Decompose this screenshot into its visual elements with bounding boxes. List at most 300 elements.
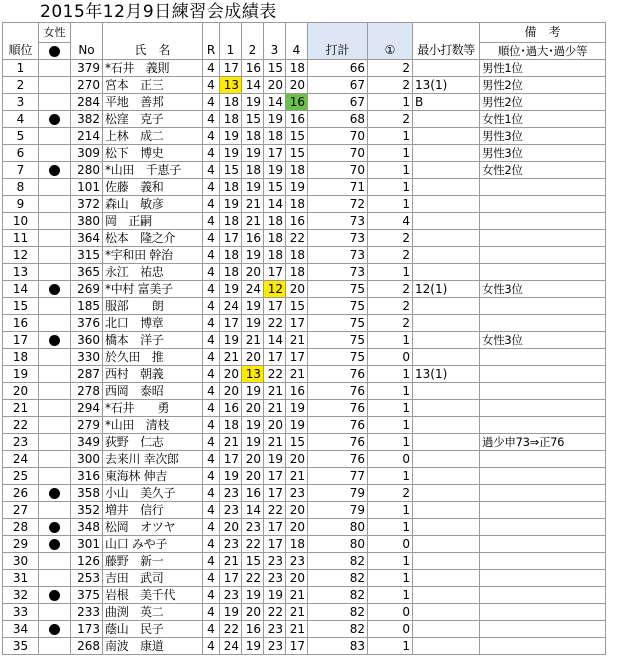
hole-2-cell: 16 xyxy=(242,485,264,502)
no-cell: 279 xyxy=(71,417,103,434)
rank-cell: 1 xyxy=(3,60,39,77)
score-table xyxy=(2,22,606,655)
rank-cell: 35 xyxy=(3,638,39,655)
total-cell: 67 xyxy=(308,94,368,111)
rank-cell: 11 xyxy=(3,230,39,247)
rank-cell: 34 xyxy=(3,621,39,638)
min-strokes-cell xyxy=(413,434,480,451)
hole-1-cell: 19 xyxy=(220,128,242,145)
total-cell: 75 xyxy=(308,332,368,349)
female-dot-icon xyxy=(49,522,60,533)
total-cell: 76 xyxy=(308,383,368,400)
total-cell: 73 xyxy=(308,230,368,247)
hole-4-cell: 17 xyxy=(286,638,308,655)
min-strokes-cell xyxy=(413,604,480,621)
no-cell: 316 xyxy=(71,468,103,485)
no-cell: 268 xyxy=(71,638,103,655)
female-cell xyxy=(39,315,71,332)
hole-1-cell: 19 xyxy=(220,145,242,162)
table-row xyxy=(3,604,606,621)
remark-cell xyxy=(480,553,606,570)
hole-4-cell: 22 xyxy=(286,230,308,247)
hole-3-cell: 20 xyxy=(264,77,286,94)
table-row xyxy=(3,536,606,553)
table-row xyxy=(3,332,606,349)
remark-cell: 女性1位 xyxy=(480,111,606,128)
hole-1-cell: 21 xyxy=(220,349,242,366)
no-cell: 330 xyxy=(71,349,103,366)
hole-3-cell: 14 xyxy=(264,332,286,349)
one-cell: 1 xyxy=(368,519,413,536)
round-cell: 4 xyxy=(203,162,220,179)
min-strokes-cell xyxy=(413,519,480,536)
table-row xyxy=(3,281,606,298)
rank-cell: 21 xyxy=(3,400,39,417)
female-cell xyxy=(39,213,71,230)
rank-cell: 25 xyxy=(3,468,39,485)
hole-2-cell: 20 xyxy=(242,264,264,281)
hole-4-cell: 21 xyxy=(286,604,308,621)
hole-2-cell: 21 xyxy=(242,332,264,349)
table-row xyxy=(3,213,606,230)
no-cell: 358 xyxy=(71,485,103,502)
one-cell: 1 xyxy=(368,434,413,451)
round-cell: 4 xyxy=(203,128,220,145)
hole-4-cell: 18 xyxy=(286,60,308,77)
total-cell: 80 xyxy=(308,536,368,553)
rank-cell: 12 xyxy=(3,247,39,264)
round-cell: 4 xyxy=(203,621,220,638)
name-cell: 宮本 正三 xyxy=(103,77,203,94)
hole-2-cell: 18 xyxy=(242,162,264,179)
hole-3-cell: 17 xyxy=(264,349,286,366)
total-cell: 73 xyxy=(308,213,368,230)
total-cell: 76 xyxy=(308,434,368,451)
female-cell xyxy=(39,298,71,315)
female-dot-icon xyxy=(49,46,60,57)
female-cell xyxy=(39,349,71,366)
round-cell: 4 xyxy=(203,179,220,196)
hole-3-cell: 22 xyxy=(264,502,286,519)
remark-cell xyxy=(480,196,606,213)
header-total: 打計 xyxy=(308,23,368,60)
header-hole-2: 2 xyxy=(242,23,264,60)
hole-4-cell: 18 xyxy=(286,264,308,281)
remark-cell xyxy=(480,179,606,196)
rank-cell: 15 xyxy=(3,298,39,315)
round-cell: 4 xyxy=(203,400,220,417)
hole-1-cell: 19 xyxy=(220,468,242,485)
table-row xyxy=(3,451,606,468)
min-strokes-cell xyxy=(413,332,480,349)
hole-1-cell: 18 xyxy=(220,247,242,264)
hole-2-cell: 19 xyxy=(242,638,264,655)
rank-cell: 30 xyxy=(3,553,39,570)
hole-1-cell: 18 xyxy=(220,179,242,196)
hole-4-cell: 19 xyxy=(286,179,308,196)
total-cell: 70 xyxy=(308,145,368,162)
hole-1-cell: 23 xyxy=(220,485,242,502)
name-cell: 森山 敏彦 xyxy=(103,196,203,213)
min-strokes-cell: 13(1) xyxy=(413,77,480,94)
rank-cell: 14 xyxy=(3,281,39,298)
table-row xyxy=(3,247,606,264)
header-r: R xyxy=(203,23,220,60)
remark-cell xyxy=(480,638,606,655)
table-row xyxy=(3,111,606,128)
round-cell: 4 xyxy=(203,587,220,604)
table-row xyxy=(3,621,606,638)
hole-2-cell: 16 xyxy=(242,60,264,77)
hole-2-cell: 18 xyxy=(242,128,264,145)
hole-4-cell: 19 xyxy=(286,400,308,417)
round-cell: 4 xyxy=(203,298,220,315)
total-cell: 70 xyxy=(308,128,368,145)
min-strokes-cell xyxy=(413,400,480,417)
name-cell: 西岡 泰昭 xyxy=(103,383,203,400)
total-cell: 72 xyxy=(308,196,368,213)
hole-1-cell: 15 xyxy=(220,162,242,179)
one-cell: 1 xyxy=(368,570,413,587)
name-cell: 西村 朝義 xyxy=(103,366,203,383)
hole-2-cell: 14 xyxy=(242,77,264,94)
hole-2-cell: 15 xyxy=(242,553,264,570)
rank-cell: 7 xyxy=(3,162,39,179)
min-strokes-cell xyxy=(413,264,480,281)
female-cell xyxy=(39,264,71,281)
total-cell: 76 xyxy=(308,417,368,434)
header-remarks: 備 考 xyxy=(480,23,606,43)
hole-2-cell: 19 xyxy=(242,434,264,451)
hole-1-cell: 23 xyxy=(220,502,242,519)
remark-cell xyxy=(480,587,606,604)
female-cell xyxy=(39,468,71,485)
remark-cell xyxy=(480,247,606,264)
remark-cell: 男性3位 xyxy=(480,145,606,162)
one-cell: 1 xyxy=(368,145,413,162)
remark-cell xyxy=(480,519,606,536)
hole-3-cell: 21 xyxy=(264,434,286,451)
min-strokes-cell: B xyxy=(413,94,480,111)
table-row xyxy=(3,366,606,383)
female-cell xyxy=(39,400,71,417)
name-cell: 増井 信行 xyxy=(103,502,203,519)
one-cell: 1 xyxy=(368,162,413,179)
hole-4-cell: 15 xyxy=(286,434,308,451)
hole-2-cell: 22 xyxy=(242,570,264,587)
hole-3-cell: 14 xyxy=(264,196,286,213)
name-cell: 上林 成二 xyxy=(103,128,203,145)
min-strokes-cell xyxy=(413,349,480,366)
table-row xyxy=(3,77,606,94)
round-cell: 4 xyxy=(203,145,220,162)
name-cell: 永江 祐忠 xyxy=(103,264,203,281)
name-cell: 吉田 武司 xyxy=(103,570,203,587)
hole-3-cell: 20 xyxy=(264,417,286,434)
remark-cell: 女性3位 xyxy=(480,332,606,349)
remark-cell xyxy=(480,315,606,332)
total-cell: 77 xyxy=(308,468,368,485)
rank-cell: 9 xyxy=(3,196,39,213)
total-cell: 82 xyxy=(308,553,368,570)
hole-1-cell: 18 xyxy=(220,213,242,230)
table-row xyxy=(3,128,606,145)
no-cell: 269 xyxy=(71,281,103,298)
header-female: 女性 xyxy=(39,23,71,43)
total-cell: 82 xyxy=(308,587,368,604)
one-cell: 2 xyxy=(368,298,413,315)
name-cell: 東海林 伸吉 xyxy=(103,468,203,485)
hole-3-cell: 18 xyxy=(264,247,286,264)
hole-4-cell: 21 xyxy=(286,621,308,638)
hole-4-cell: 23 xyxy=(286,485,308,502)
hole-3-cell: 22 xyxy=(264,315,286,332)
hole-3-cell: 17 xyxy=(264,519,286,536)
remark-cell xyxy=(480,604,606,621)
one-cell: 2 xyxy=(368,111,413,128)
table-row xyxy=(3,400,606,417)
table-row xyxy=(3,485,606,502)
rank-cell: 26 xyxy=(3,485,39,502)
round-cell: 4 xyxy=(203,111,220,128)
header-one: ① xyxy=(368,23,413,60)
female-cell xyxy=(39,162,71,179)
round-cell: 4 xyxy=(203,502,220,519)
female-cell xyxy=(39,570,71,587)
hole-4-cell: 18 xyxy=(286,162,308,179)
round-cell: 4 xyxy=(203,264,220,281)
one-cell: 1 xyxy=(368,264,413,281)
female-cell xyxy=(39,502,71,519)
min-strokes-cell xyxy=(413,298,480,315)
female-cell xyxy=(39,383,71,400)
rank-cell: 4 xyxy=(3,111,39,128)
round-cell: 4 xyxy=(203,366,220,383)
total-cell: 71 xyxy=(308,179,368,196)
hole-2-cell: 24 xyxy=(242,281,264,298)
round-cell: 4 xyxy=(203,383,220,400)
hole-3-cell: 15 xyxy=(264,179,286,196)
one-cell: 1 xyxy=(368,638,413,655)
name-cell: 岡 正嗣 xyxy=(103,213,203,230)
one-cell: 1 xyxy=(368,196,413,213)
rank-cell: 18 xyxy=(3,349,39,366)
female-cell xyxy=(39,111,71,128)
hole-1-cell: 21 xyxy=(220,553,242,570)
hole-1-cell: 20 xyxy=(220,383,242,400)
hole-2-cell: 16 xyxy=(242,621,264,638)
hole-2-cell: 20 xyxy=(242,349,264,366)
no-cell: 375 xyxy=(71,587,103,604)
one-cell: 0 xyxy=(368,621,413,638)
hole-1-cell: 18 xyxy=(220,111,242,128)
rank-cell: 33 xyxy=(3,604,39,621)
remark-cell xyxy=(480,230,606,247)
table-row xyxy=(3,349,606,366)
name-cell: 松岡 オツヤ xyxy=(103,519,203,536)
no-cell: 376 xyxy=(71,315,103,332)
header-remarks-sub: 順位･過大･過少等 xyxy=(480,43,606,60)
rank-cell: 8 xyxy=(3,179,39,196)
total-cell: 79 xyxy=(308,502,368,519)
name-cell: 荻野 仁志 xyxy=(103,434,203,451)
rank-cell: 17 xyxy=(3,332,39,349)
hole-1-cell: 21 xyxy=(220,434,242,451)
min-strokes-cell xyxy=(413,383,480,400)
female-cell xyxy=(39,196,71,213)
hole-1-cell: 19 xyxy=(220,604,242,621)
hole-2-cell: 19 xyxy=(242,587,264,604)
name-cell: *石井 勇 xyxy=(103,400,203,417)
no-cell: 352 xyxy=(71,502,103,519)
header-female-dot xyxy=(39,43,71,60)
female-dot-icon xyxy=(49,624,60,635)
no-cell: 278 xyxy=(71,383,103,400)
one-cell: 0 xyxy=(368,536,413,553)
hole-1-cell: 16 xyxy=(220,400,242,417)
remark-cell xyxy=(480,451,606,468)
min-strokes-cell xyxy=(413,196,480,213)
hole-4-cell: 20 xyxy=(286,502,308,519)
female-cell xyxy=(39,94,71,111)
no-cell: 349 xyxy=(71,434,103,451)
name-cell: 服部 朗 xyxy=(103,298,203,315)
round-cell: 4 xyxy=(203,332,220,349)
min-strokes-cell xyxy=(413,417,480,434)
hole-3-cell: 19 xyxy=(264,111,286,128)
remark-cell: 男性3位 xyxy=(480,128,606,145)
hole-1-cell: 19 xyxy=(220,332,242,349)
hole-3-cell: 15 xyxy=(264,60,286,77)
remark-cell xyxy=(480,383,606,400)
hole-2-cell: 15 xyxy=(242,111,264,128)
hole-4-cell: 15 xyxy=(286,298,308,315)
hole-4-cell: 21 xyxy=(286,332,308,349)
remark-cell xyxy=(480,298,606,315)
female-cell xyxy=(39,485,71,502)
one-cell: 1 xyxy=(368,128,413,145)
one-cell: 1 xyxy=(368,553,413,570)
hole-4-cell: 16 xyxy=(286,94,308,111)
name-cell: 松本 隆之介 xyxy=(103,230,203,247)
table-row xyxy=(3,162,606,179)
hole-3-cell: 17 xyxy=(264,264,286,281)
female-dot-icon xyxy=(49,590,60,601)
header-no: No xyxy=(71,23,103,60)
table-row xyxy=(3,383,606,400)
female-cell xyxy=(39,60,71,77)
hole-2-cell: 23 xyxy=(242,519,264,536)
name-cell: 小山 美久子 xyxy=(103,485,203,502)
remark-cell: 男性2位 xyxy=(480,77,606,94)
total-cell: 75 xyxy=(308,298,368,315)
female-cell xyxy=(39,417,71,434)
hole-1-cell: 17 xyxy=(220,570,242,587)
female-dot-icon xyxy=(49,488,60,499)
name-cell: 橋本 洋子 xyxy=(103,332,203,349)
hole-2-cell: 20 xyxy=(242,468,264,485)
header-name: 氏 名 xyxy=(103,23,203,60)
no-cell: 309 xyxy=(71,145,103,162)
min-strokes-cell xyxy=(413,502,480,519)
min-strokes-cell xyxy=(413,536,480,553)
one-cell: 1 xyxy=(368,400,413,417)
no-cell: 284 xyxy=(71,94,103,111)
hole-2-cell: 19 xyxy=(242,94,264,111)
one-cell: 1 xyxy=(368,468,413,485)
name-cell: 山口 みや子 xyxy=(103,536,203,553)
one-cell: 0 xyxy=(368,349,413,366)
remark-cell xyxy=(480,417,606,434)
round-cell: 4 xyxy=(203,349,220,366)
total-cell: 73 xyxy=(308,247,368,264)
min-strokes-cell xyxy=(413,468,480,485)
name-cell: 北口 博章 xyxy=(103,315,203,332)
rank-cell: 20 xyxy=(3,383,39,400)
min-strokes-cell xyxy=(413,247,480,264)
hole-3-cell: 18 xyxy=(264,128,286,145)
header-min-strokes: 最小打数等 xyxy=(413,23,480,60)
hole-3-cell: 19 xyxy=(264,162,286,179)
hole-1-cell: 19 xyxy=(220,281,242,298)
hole-4-cell: 17 xyxy=(286,349,308,366)
rank-cell: 24 xyxy=(3,451,39,468)
no-cell: 101 xyxy=(71,179,103,196)
hole-3-cell: 22 xyxy=(264,604,286,621)
one-cell: 1 xyxy=(368,94,413,111)
name-cell: 曲渕 英二 xyxy=(103,604,203,621)
total-cell: 80 xyxy=(308,519,368,536)
hole-1-cell: 24 xyxy=(220,638,242,655)
name-cell: *宇和田 幹治 xyxy=(103,247,203,264)
total-cell: 75 xyxy=(308,315,368,332)
female-cell xyxy=(39,434,71,451)
name-cell: 蔭山 民子 xyxy=(103,621,203,638)
one-cell: 2 xyxy=(368,485,413,502)
one-cell: 2 xyxy=(368,230,413,247)
table-row xyxy=(3,60,606,77)
remark-cell xyxy=(480,213,606,230)
name-cell: 佐藤 義和 xyxy=(103,179,203,196)
min-strokes-cell xyxy=(413,162,480,179)
hole-2-cell: 22 xyxy=(242,536,264,553)
min-strokes-cell: 13(1) xyxy=(413,366,480,383)
min-strokes-cell xyxy=(413,60,480,77)
rank-cell: 29 xyxy=(3,536,39,553)
remark-cell xyxy=(480,536,606,553)
hole-1-cell: 19 xyxy=(220,196,242,213)
table-row xyxy=(3,179,606,196)
hole-2-cell: 19 xyxy=(242,383,264,400)
hole-3-cell: 17 xyxy=(264,145,286,162)
remark-cell xyxy=(480,366,606,383)
no-cell: 126 xyxy=(71,553,103,570)
table-row xyxy=(3,94,606,111)
hole-3-cell: 17 xyxy=(264,468,286,485)
round-cell: 4 xyxy=(203,315,220,332)
one-cell: 1 xyxy=(368,587,413,604)
hole-2-cell: 19 xyxy=(242,417,264,434)
table-row xyxy=(3,502,606,519)
rank-cell: 23 xyxy=(3,434,39,451)
hole-4-cell: 21 xyxy=(286,587,308,604)
hole-3-cell: 21 xyxy=(264,400,286,417)
hole-4-cell: 18 xyxy=(286,196,308,213)
female-cell xyxy=(39,536,71,553)
remark-cell xyxy=(480,621,606,638)
round-cell: 4 xyxy=(203,230,220,247)
one-cell: 1 xyxy=(368,383,413,400)
